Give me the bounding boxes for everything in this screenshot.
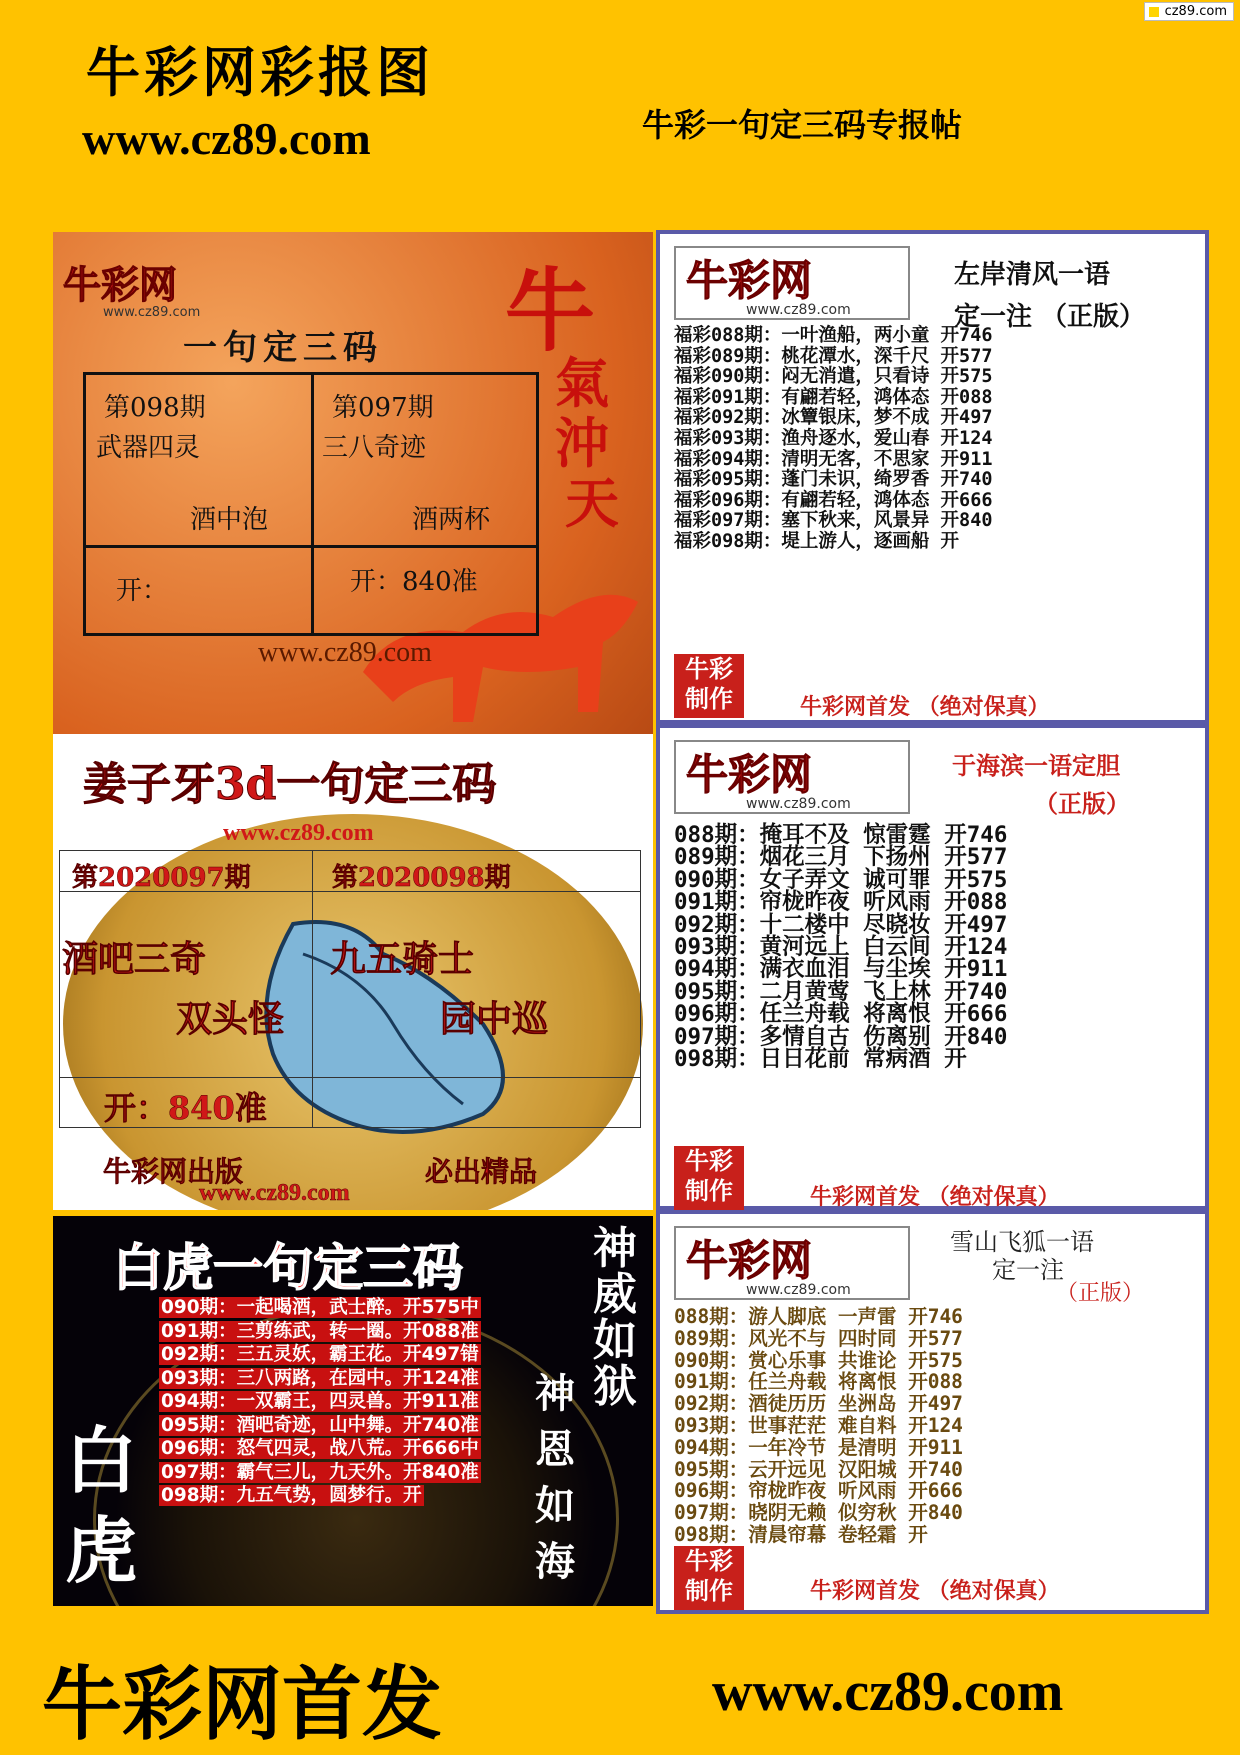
site-badge[interactable]: cz89.com (1144, 2, 1234, 21)
list-item: 092期：三五灵妖，霸王花。开497错 (161, 1344, 479, 1365)
badge-dot-icon (1149, 7, 1159, 17)
board-footer-note: 牛彩网首发 （绝对保真） (810, 1578, 1060, 1604)
page-title: 牛彩网彩报图 (86, 40, 434, 104)
board-header-1: 雪山飞狐一语 (950, 1228, 1094, 1256)
panel-title: 一句定三码 (183, 328, 383, 368)
panel-url: www.cz89.com (258, 637, 432, 668)
prediction-grid (59, 850, 641, 1128)
list-item: 097期：多情自古 伤离别 开840 (674, 1023, 1008, 1050)
list-item: 093期：三八两路，在园中。开124准 (161, 1367, 479, 1389)
list-item: 096期：任兰舟载 将离恨 开666 (674, 1001, 1008, 1028)
right-hint: 园中巡 (440, 998, 549, 1040)
list-item: 088期：掩耳不及 惊雷霆 开746 (674, 822, 1008, 848)
left-phrase: 武器四灵 (96, 433, 201, 463)
brush-char-1: 牛 (505, 258, 595, 364)
niucai-stamp: 牛彩 制作 (674, 1146, 744, 1210)
right-open: 开：840准 (350, 567, 478, 597)
right-period: 第2020098期 (332, 863, 511, 893)
list-item: 097期：霸气三儿，九天外。开840准 (161, 1461, 479, 1483)
list-item: 福彩091期：有翩若轻，鸿体态 开088 (674, 386, 993, 408)
left-period: 第098期 (104, 393, 206, 423)
panel-one-sentence-three-code (53, 232, 653, 734)
board-yu-haibin (656, 724, 1209, 1210)
panel-title: 白虎一句定三码 (113, 1238, 463, 1297)
list-item: 福彩092期：冰簟银床，梦不成 开497 (674, 407, 993, 429)
list-item: 福彩089期：桃花潭水，深千尺 开577 (674, 345, 993, 367)
list-item: 福彩097期：塞下秋来，风景异 开840 (674, 510, 993, 532)
brush-char-3: 沖 (555, 411, 609, 475)
list-item: 福彩093期：渔舟逐水，爱山春 开124 (674, 427, 993, 449)
list-item: 096期：帘栊昨夜 听风雨 开666 (674, 1479, 963, 1503)
list-item: 095期：酒吧奇迹，山中舞。开740准 (161, 1414, 479, 1436)
prediction-grid (83, 372, 539, 636)
niucai-logo: 牛彩网 www.cz89.com (63, 263, 201, 320)
site-url[interactable]: www.cz89.com (82, 113, 371, 164)
calligraphy-right-2: 神恩如海 (535, 1370, 575, 1585)
list-item: 095期：云开远见 汉阳城 开740 (674, 1457, 963, 1481)
list-item: 093期：世事茫茫 难自料 开124 (674, 1413, 963, 1437)
list-item: 092期：十二楼中 尽晓妆 开497 (674, 911, 1008, 938)
niucai-stamp: 牛彩 制作 (674, 654, 744, 718)
list-item: 098期：日日花前 常病酒 开 (674, 1046, 967, 1073)
board-header-2: 定一注 （正版） (954, 302, 1146, 332)
footer-url[interactable]: www.cz89.com (712, 1661, 1064, 1723)
board-rows (674, 1306, 963, 1546)
list-item: 福彩098期：堤上游人，逐画船 开 (674, 530, 960, 552)
niucai-logo: 牛彩网 www.cz89.com (674, 1226, 910, 1300)
list-item: 092期：酒徒历历 坐洲岛 开497 (674, 1392, 963, 1416)
list-item: 088期：游人脚底 一声雷 开746 (674, 1305, 963, 1328)
list-item: 098期：清晨帘幕 卷轻霜 开 (674, 1522, 928, 1546)
left-hint: 酒中泡 (190, 505, 269, 535)
footer-slogan: 牛彩网首发 (42, 1657, 442, 1751)
right-period: 第097期 (332, 393, 434, 423)
board-rows (674, 326, 992, 553)
list-item: 096期：怒气四灵，战八荒。开666中 (161, 1438, 479, 1459)
list-item: 福彩090期：闷无消遣，只看诗 开575 (674, 366, 993, 388)
list-item: 福彩096期：有翩若轻，鸿体态 开666 (674, 489, 993, 511)
list-item: 093期：黄河远上 白云间 开124 (674, 934, 1008, 961)
left-hint: 双头怪 (176, 998, 285, 1040)
left-open: 开： (116, 576, 169, 606)
board-xueshan-feihu (656, 1210, 1209, 1614)
list-item: 098期：九五气势，圆梦行。开 (161, 1485, 422, 1506)
panel-title: 姜子牙3d一句定三码 (83, 759, 497, 810)
quality-label: 必出精品 (425, 1155, 538, 1188)
board-footer-note: 牛彩网首发 （绝对保真） (810, 1184, 1060, 1210)
calligraphy-left: 白虎 (65, 1418, 138, 1593)
footer-url: www.cz89.com (199, 1180, 350, 1206)
right-phrase: 三八奇迹 (322, 433, 427, 463)
list-item: 091期：任兰舟载 将离恨 开088 (674, 1370, 963, 1394)
calligraphy-right: 神威如狱 (593, 1223, 637, 1412)
board-header-2: 定一注 (992, 1256, 1064, 1284)
left-phrase: 酒吧三奇 (62, 938, 207, 980)
niucai-logo: 牛彩网 www.cz89.com (674, 246, 910, 320)
right-phrase: 九五骑士 (330, 938, 475, 980)
list-item: 091期：帘栊昨夜 听风雨 开088 (674, 889, 1008, 916)
niucai-stamp: 牛彩 制作 (674, 1546, 744, 1610)
board-header-1: 于海滨一语定胆 (952, 751, 1120, 780)
board-footer-note: 牛彩网首发 （绝对保真） (800, 694, 1050, 720)
list-item: 097期：晓阴无赖 似穷秋 开840 (674, 1501, 963, 1525)
list-item: 090期：赏心乐事 共谁论 开575 (674, 1348, 963, 1372)
list-item: 091期：三剪练武，转一圈。开088准 (161, 1320, 479, 1342)
panel-url: www.cz89.com (223, 820, 374, 846)
brush-char-4: 天 (565, 471, 619, 535)
panel-jiangziya (53, 734, 653, 1210)
niucai-logo: 牛彩网 www.cz89.com (674, 740, 910, 814)
list-item: 089期：风光不与 四时同 开577 (674, 1326, 963, 1350)
board-header-1: 左岸清风一语 (954, 260, 1111, 290)
panel-baihu (53, 1216, 653, 1606)
left-period: 第2020097期 (72, 863, 251, 893)
board-header-3: （正版） (1056, 1281, 1145, 1306)
board-rows (674, 822, 1008, 1073)
list-item: 089期：烟花三月 下扬州 开577 (674, 844, 1008, 871)
list-item: 福彩094期：清明无客，不思家 开911 (674, 448, 993, 470)
list-item: 090期：女子弄文 诚可罪 开575 (674, 866, 1008, 893)
list-item: 095期：二月黄莺 飞上林 开740 (674, 978, 1008, 1005)
list-item: 090期：一起喝酒，武士醉。开575中 (161, 1297, 479, 1318)
brush-char-2: 氣 (555, 351, 609, 415)
right-hint: 酒两杯 (412, 505, 491, 535)
list-item: 094期：满衣血泪 与尘埃 开911 (674, 956, 1008, 983)
board-zuoan-qingfeng (656, 230, 1209, 724)
list-item: 094期：一双霸王，四灵兽。开911准 (161, 1391, 479, 1412)
list-item: 094期：一年冷节 是清明 开911 (674, 1435, 963, 1459)
board-header-2: （正版） (1034, 789, 1130, 818)
publisher-label: 牛彩网出版 (103, 1155, 244, 1188)
page-subtitle: 牛彩一句定三码专报帖 (642, 106, 963, 144)
prediction-rows (159, 1296, 481, 1508)
list-item: 福彩088期：一叶渔船，两小童 开746 (674, 325, 993, 346)
list-item: 福彩095期：蓬门未识，绮罗香 开740 (674, 469, 993, 491)
open-result: 开：840准 (104, 1089, 267, 1127)
